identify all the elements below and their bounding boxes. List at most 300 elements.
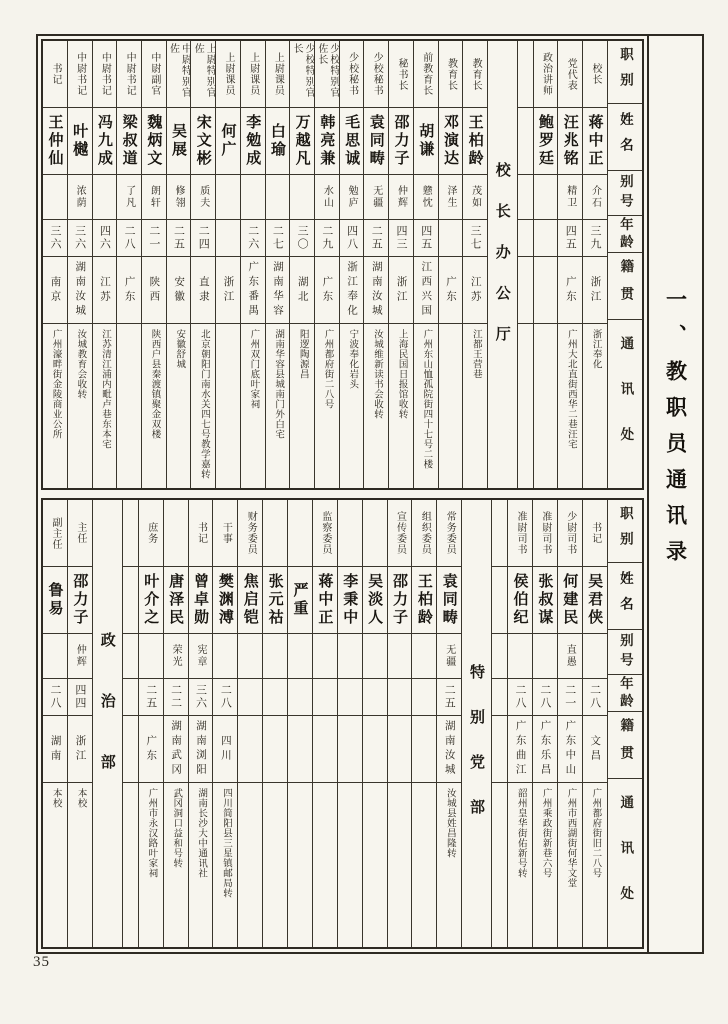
cell-addr: 阳逻陶源昌: [297, 329, 308, 379]
cell-name: 邵力子: [389, 108, 413, 175]
cell-hao: [313, 634, 337, 679]
person-column: [532, 500, 557, 947]
row-header-age: 年龄: [608, 216, 642, 253]
person-column: [188, 500, 213, 947]
cell-addr: 广州都府街旧二八号: [590, 788, 601, 878]
cell-role: 少校秘书: [340, 41, 364, 108]
person-column: [212, 500, 237, 947]
cell-native: 广东: [439, 257, 463, 324]
cell-age: [288, 679, 312, 716]
cell-native: 四川: [213, 716, 237, 783]
cell-age: [123, 679, 138, 716]
row-header-native: 籍贯: [608, 712, 642, 779]
cell-hao: [263, 634, 287, 679]
cell-native: 广东乐昌: [533, 716, 557, 783]
cell-hao: [213, 634, 237, 679]
cell-role: 财务委员: [238, 500, 262, 567]
cell-age: 二五: [437, 679, 461, 716]
cell-age: 三七: [463, 220, 487, 257]
cell-age: 二八: [117, 220, 141, 257]
person-column: [215, 41, 240, 488]
cell-native: 浙江: [216, 257, 240, 324]
cell-hao: 质夫: [191, 175, 215, 220]
cell-name: [518, 108, 533, 175]
person-column: [163, 500, 188, 947]
person-column: [411, 500, 436, 947]
cell-addr: 广州市永汉路叶家祠: [146, 788, 157, 878]
cell-role: 上尉特别官佐: [191, 41, 215, 108]
cell-hao: [123, 634, 138, 679]
person-column: [507, 500, 532, 947]
cell-hao: 仲辉: [389, 175, 413, 220]
cell-role: 书记: [189, 500, 213, 567]
row-header-addr: 通讯处: [618, 335, 634, 473]
cell-name: [492, 567, 507, 634]
cell-role: 前教育长: [414, 41, 438, 108]
cell-age: 四八: [340, 220, 364, 257]
cell-role: [518, 41, 533, 108]
person-column: [362, 500, 387, 947]
document-section-title: 一、教职员通讯录: [663, 288, 688, 576]
cell-native: [288, 716, 312, 783]
cell-addr: 江都王营巷: [470, 329, 481, 379]
cell-age: [338, 679, 362, 716]
cell-native: [123, 716, 138, 783]
cell-hao: 仲辉: [68, 634, 92, 679]
person-column: [262, 500, 287, 947]
cell-age: 二一: [558, 679, 582, 716]
cell-age: 三六: [68, 220, 92, 257]
cell-hao: 荣光: [164, 634, 188, 679]
cell-role: 少校秘书: [364, 41, 388, 108]
cell-hao: [266, 175, 290, 220]
cell-hao: 了凡: [117, 175, 141, 220]
cell-age: [313, 679, 337, 716]
cell-hao: [290, 175, 314, 220]
cell-name: 吴君侠: [583, 567, 607, 634]
cell-native: 湖南华容: [266, 257, 290, 324]
person-column: [138, 500, 163, 947]
cell-role: 上尉课员: [241, 41, 265, 108]
cell-addr: 广州市西湖街何华文堂: [565, 788, 576, 888]
cell-age: 二八: [533, 679, 557, 716]
cell-age: 二六: [241, 220, 265, 257]
cell-addr: 汝城教育会收转: [75, 329, 86, 399]
cell-hao: [338, 634, 362, 679]
right-title-strip: [647, 36, 702, 952]
cell-role: [288, 500, 312, 567]
cell-addr: [263, 783, 287, 947]
cell-native: 广东: [139, 716, 163, 783]
person-column: [116, 41, 141, 488]
cell-name: 魏炳文: [142, 108, 166, 175]
cell-native: [363, 716, 387, 783]
person-column: [43, 500, 67, 947]
cell-name: 白瑜: [266, 108, 290, 175]
cell-name: 叶樾: [68, 108, 92, 175]
row-header-hao: 别号: [608, 630, 642, 675]
cell-hao: [388, 634, 412, 679]
cell-native: [338, 716, 362, 783]
cell-role: 庶务: [139, 500, 163, 567]
cell-addr: 上海民国日报馆收转: [396, 329, 407, 419]
cell-addr: 广州东山恤孤院街四十七号二楼: [421, 329, 432, 469]
cell-addr: [238, 783, 262, 947]
cell-role: [164, 500, 188, 567]
cell-native: 江苏: [463, 257, 487, 324]
cell-native: 湖南浏阳: [189, 716, 213, 783]
person-column: [240, 41, 265, 488]
person-column: [582, 41, 607, 488]
cell-name: 邵力子: [68, 567, 92, 634]
cell-age: 三〇: [290, 220, 314, 257]
section-label-special-party: [461, 500, 491, 947]
cell-name: 王柏龄: [463, 108, 487, 175]
cell-addr: [518, 324, 533, 488]
cell-age: 二四: [191, 220, 215, 257]
cell-name: 曾卓勋: [189, 567, 213, 634]
cell-hao: 戆忱: [414, 175, 438, 220]
cell-age: 二八: [508, 679, 532, 716]
cell-age: 二七: [266, 220, 290, 257]
cell-native: 广东番禺: [241, 257, 265, 324]
cell-age: [263, 679, 287, 716]
cell-native: 浙江奉化: [340, 257, 364, 324]
cell-addr: 陕西户县秦渡镇聚金双楼: [149, 329, 160, 439]
cell-hao: [492, 634, 507, 679]
cell-role: 准尉司书: [533, 500, 557, 567]
cell-name: 毛思诚: [340, 108, 364, 175]
cell-age: 二九: [315, 220, 339, 257]
cell-hao: [363, 634, 387, 679]
cell-age: [534, 220, 558, 257]
section-label-political-dept: [92, 500, 122, 947]
cell-name: 鲍罗廷: [534, 108, 558, 175]
cell-hao: 朗轩: [142, 175, 166, 220]
cell-native: 江西兴国: [414, 257, 438, 324]
cell-role: 少尉司书: [558, 500, 582, 567]
cell-native: [313, 716, 337, 783]
cell-name: [123, 567, 138, 634]
cell-age: 二八: [43, 679, 67, 716]
empty-column: [491, 500, 507, 947]
cell-addr: [313, 783, 337, 947]
cell-age: [363, 679, 387, 716]
cell-name: 鲁易: [43, 567, 67, 634]
person-column: [190, 41, 215, 488]
cell-age: 四四: [68, 679, 92, 716]
cell-native: [263, 716, 287, 783]
cell-addr: 本校: [75, 788, 86, 808]
cell-age: 四三: [389, 220, 413, 257]
cell-name: 邵力子: [388, 567, 412, 634]
person-column: [533, 41, 558, 488]
person-column: [287, 500, 312, 947]
cell-age: [216, 220, 240, 257]
cell-name: 汪兆铭: [558, 108, 582, 175]
cell-role: 监察委员: [313, 500, 337, 567]
staff-table-bottom: [41, 498, 644, 949]
cell-role: 少校特别官长: [290, 41, 314, 108]
row-header-role: 职别: [608, 500, 642, 563]
cell-addr: [412, 783, 436, 947]
cell-hao: [533, 634, 557, 679]
cell-addr: 安徽舒城: [174, 329, 185, 369]
cell-name: 严重: [288, 567, 312, 634]
cell-native: 广东: [558, 257, 582, 324]
empty-column: [517, 41, 533, 488]
cell-addr: [216, 324, 240, 488]
cell-age: 二二: [164, 679, 188, 716]
cell-addr: [288, 783, 312, 947]
cell-native: 广东: [117, 257, 141, 324]
cell-hao: 宪章: [189, 634, 213, 679]
cell-native: 浙江: [583, 257, 607, 324]
cell-hao: 水山: [315, 175, 339, 220]
cell-hao: 泽生: [439, 175, 463, 220]
cell-native: 湖南: [43, 716, 67, 783]
cell-age: 四五: [414, 220, 438, 257]
cell-role: 校长: [583, 41, 607, 108]
cell-role: 政治讲师: [534, 41, 558, 108]
row-header-column: [607, 500, 642, 947]
cell-role: [338, 500, 362, 567]
cell-hao: 修翎: [167, 175, 191, 220]
cell-name: 邓演达: [439, 108, 463, 175]
cell-age: [388, 679, 412, 716]
cell-age: 二五: [167, 220, 191, 257]
row-header-name: 姓名: [608, 563, 642, 630]
person-column: [67, 41, 92, 488]
row-header-native: 籍贯: [608, 253, 642, 320]
person-column: [92, 41, 117, 488]
cell-addr: 汝城维新读书会收转: [371, 329, 382, 419]
cell-addr: 汝城县姓昌隆转: [444, 788, 455, 858]
person-column: [387, 500, 412, 947]
cell-name: 袁同畴: [364, 108, 388, 175]
person-column: [363, 41, 388, 488]
cell-native: 南京: [43, 257, 67, 324]
staff-table-top: [41, 39, 644, 490]
section-label-text: 政治部: [98, 632, 115, 815]
cell-native: 湖南汝城: [68, 257, 92, 324]
cell-native: 湖南武冈: [164, 716, 188, 783]
cell-name: 李勉成: [241, 108, 265, 175]
cell-age: 二五: [139, 679, 163, 716]
cell-native: 广东中山: [558, 716, 582, 783]
cell-role: 中尉特别官佐: [167, 41, 191, 108]
cell-hao: [216, 175, 240, 220]
cell-native: 陕西: [142, 257, 166, 324]
cell-hao: 直愚: [558, 634, 582, 679]
person-column: [413, 41, 438, 488]
cell-role: 准尉司书: [508, 500, 532, 567]
cell-age: [412, 679, 436, 716]
cell-age: 二一: [142, 220, 166, 257]
person-column: [388, 41, 413, 488]
cell-role: [123, 500, 138, 567]
cell-age: [492, 679, 507, 716]
cell-hao: 无疆: [364, 175, 388, 220]
cell-role: 宣传委员: [388, 500, 412, 567]
cell-hao: 茂如: [463, 175, 487, 220]
cell-name: 樊渊溥: [213, 567, 237, 634]
person-column: [265, 41, 290, 488]
cell-age: 二八: [213, 679, 237, 716]
cell-age: 二八: [583, 679, 607, 716]
person-column: [436, 500, 461, 947]
cell-addr: 江苏清江浦内毗卢巷东本宅: [100, 329, 111, 449]
cell-native: [412, 716, 436, 783]
cell-name: 吴展: [167, 108, 191, 175]
cell-hao: [518, 175, 533, 220]
cell-name: 万越凡: [290, 108, 314, 175]
cell-hao: [241, 175, 265, 220]
cell-hao: 勉庐: [340, 175, 364, 220]
row-header-name: 姓名: [608, 104, 642, 171]
cell-role: 秘书长: [389, 41, 413, 108]
cell-age: 二五: [364, 220, 388, 257]
cell-native: [388, 716, 412, 783]
cell-role: 中尉书记: [68, 41, 92, 108]
cell-role: 组织委员: [412, 500, 436, 567]
cell-age: [238, 679, 262, 716]
cell-addr: 广州双门底叶家祠: [248, 329, 259, 409]
cell-name: 何广: [216, 108, 240, 175]
cell-name: 侯伯纪: [508, 567, 532, 634]
row-header-column: [607, 41, 642, 488]
cell-role: 副主任: [43, 500, 67, 567]
cell-name: 何建民: [558, 567, 582, 634]
cell-hao: [43, 634, 67, 679]
cell-role: 教育长: [439, 41, 463, 108]
section-label-text: 特别党部: [468, 663, 484, 844]
person-column: [582, 500, 607, 947]
cell-hao: [139, 634, 163, 679]
person-column: [557, 500, 582, 947]
cell-hao: 无疆: [437, 634, 461, 679]
cell-native: [492, 716, 507, 783]
cell-native: 浙江: [68, 716, 92, 783]
cell-name: 蒋中正: [313, 567, 337, 634]
person-column: [438, 41, 463, 488]
cell-name: 张元祜: [263, 567, 287, 634]
row-header-role: 职别: [608, 41, 642, 104]
cell-addr: 湖南华容县城南门外白宅: [273, 329, 284, 439]
cell-hao: 浓荫: [68, 175, 92, 220]
cell-name: 梁叔道: [117, 108, 141, 175]
cell-role: 党代表: [558, 41, 582, 108]
cell-addr: 韶州皇华街佑新号转: [515, 788, 526, 878]
person-column: [462, 41, 487, 488]
page-number: 35: [33, 954, 50, 970]
cell-addr: [492, 783, 507, 947]
cell-addr: 宁波奉化岩头: [347, 329, 358, 389]
cell-addr: 北京朝阳门南水关四七号教学嘉转: [198, 329, 209, 479]
empty-column: [122, 500, 138, 947]
person-column: [312, 500, 337, 947]
cell-addr: 湖南长沙大中通讯社: [196, 788, 207, 878]
person-column: [166, 41, 191, 488]
cell-addr: 武冈洞口益和号转: [171, 788, 182, 868]
cell-native: [238, 716, 262, 783]
cell-addr: [534, 324, 558, 488]
cell-hao: 介石: [583, 175, 607, 220]
person-column: [337, 500, 362, 947]
row-header-age: 年龄: [608, 675, 642, 712]
person-column: [141, 41, 166, 488]
cell-native: 浙江: [389, 257, 413, 324]
cell-name: 冯九成: [93, 108, 117, 175]
cell-native: 安徽: [167, 257, 191, 324]
cell-name: 王仲仙: [43, 108, 67, 175]
cell-addr: 四川简阳县三星镇邮局转: [221, 788, 232, 898]
cell-hao: [288, 634, 312, 679]
cell-role: 上尉课员: [216, 41, 240, 108]
cell-name: 焦启铠: [238, 567, 262, 634]
cell-name: 李秉中: [338, 567, 362, 634]
cell-addr: 广州乘政街新巷六号: [540, 788, 551, 878]
person-column: [67, 500, 92, 947]
cell-name: 蒋中正: [583, 108, 607, 175]
cell-name: 王柏龄: [412, 567, 436, 634]
cell-addr: 本校: [50, 788, 61, 808]
person-column: [43, 41, 67, 488]
cell-hao: [412, 634, 436, 679]
page-frame: [36, 34, 704, 954]
cell-name: 唐泽民: [164, 567, 188, 634]
cell-native: 湖南汝城: [364, 257, 388, 324]
cell-role: 中尉书记: [93, 41, 117, 108]
cell-age: 四六: [93, 220, 117, 257]
cell-native: 湖南汝城: [437, 716, 461, 783]
cell-age: [439, 220, 463, 257]
section-label-principal-office: [487, 41, 516, 488]
cell-role: 上尉课员: [266, 41, 290, 108]
cell-hao: [238, 634, 262, 679]
cell-hao: [583, 634, 607, 679]
cell-native: 直隶: [191, 257, 215, 324]
cell-role: [363, 500, 387, 567]
cell-hao: 精卫: [558, 175, 582, 220]
cell-addr: 广州大北直街西华二巷汪宅: [565, 329, 576, 449]
cell-role: [492, 500, 507, 567]
cell-native: [534, 257, 558, 324]
cell-age: [518, 220, 533, 257]
cell-name: 胡谦: [414, 108, 438, 175]
cell-addr: 广州都府街二八号: [322, 329, 333, 409]
cell-hao: [508, 634, 532, 679]
section-label-text: 校长办公厅: [493, 162, 510, 367]
cell-name: 张叔谋: [533, 567, 557, 634]
cell-addr: [117, 324, 141, 488]
cell-native: [518, 257, 533, 324]
cell-name: 宋文彬: [191, 108, 215, 175]
cell-role: 中尉副官: [142, 41, 166, 108]
cell-addr: 浙江奉化: [590, 329, 601, 369]
cell-native: 江苏: [93, 257, 117, 324]
cell-role: 教育长: [463, 41, 487, 108]
cell-role: 书记: [583, 500, 607, 567]
cell-name: 韩亮兼: [315, 108, 339, 175]
cell-role: 主任: [68, 500, 92, 567]
person-column: [237, 500, 262, 947]
cell-name: 叶介之: [139, 567, 163, 634]
cell-addr: [338, 783, 362, 947]
tables-area: [38, 36, 647, 952]
cell-addr: [439, 324, 463, 488]
cell-hao: [43, 175, 67, 220]
